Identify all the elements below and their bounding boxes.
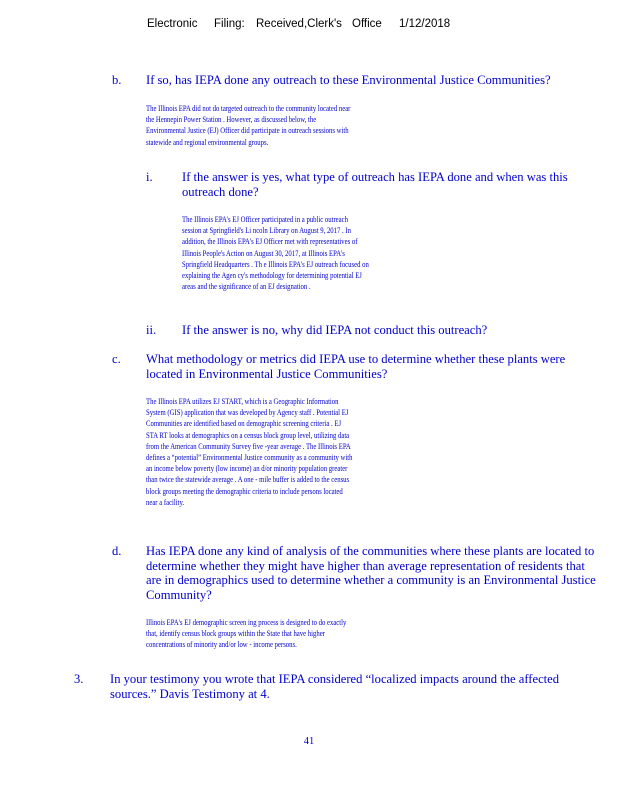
header-office: Office xyxy=(352,18,382,30)
item-b-answer: The Illinois EPA did not do targeted outreach to the community located near the Hennepin Power Station . However, as discussed below, the Environmental Justice (EJ) Officer did participate in outreach sessions with statewide and regional environmental groups. xyxy=(146,103,351,147)
header-filing: Filing: xyxy=(214,18,245,30)
item-3-question: In your testimony you wrote that IEPA considered “localized impacts around the affected sources.” Davis Testimony at 4. xyxy=(110,672,560,701)
item-ii-marker: ii. xyxy=(146,323,157,337)
header-electronic: Electronic xyxy=(147,18,198,30)
item-d-marker: d. xyxy=(112,544,122,558)
item-i-question: If the answer is yes, what type of outreach has IEPA done and when was this outreach done? xyxy=(182,170,568,199)
page-number: 41 xyxy=(303,736,315,747)
item-b-question: If so, has IEPA done any outreach to these Environmental Justice Communities? xyxy=(146,73,551,87)
item-i-answer: The Illinois EPA's EJ Officer participated in a public outreach session at Springfield's Li ncoln Library on August 9, 2017 . In addition, the Illinois EPA's EJ Officer met with representatives of Illinois People's Action on August 30, 2017, at Illinois EPA's Springfield Headquarters . Th e Illinois EPA's EJ outreach focused on explaining the Agen cy's methodology for determining potential EJ areas and the significance of an EJ designation . xyxy=(182,214,369,292)
filing-header xyxy=(0,18,618,38)
header-date: 1/12/2018 xyxy=(399,18,451,30)
header-received: Received,Clerk's xyxy=(256,18,342,30)
item-ii-question: If the answer is no, why did IEPA not conduct this outreach? xyxy=(182,323,488,337)
item-c-answer: The Illinois EPA utilizes EJ START, which is a Geographic Information System (GIS) application that was developed by Agency staff . Potential EJ Communities are identified based on demographic screening criteria . EJ STA RT looks at demographics on a census block group level, utilizing data from the American Community Survey five -year average . The Illinois EPA defines a “potential” Environmental Justice community as a community with an income below poverty (low income) an d/or minority population greater than twice the statewide average . A one - mile buffer is added to the census block groups meeting the demographic criteria to include persons located near a facility. xyxy=(146,396,353,507)
item-b-marker: b. xyxy=(112,73,122,87)
item-c-marker: c. xyxy=(112,352,121,366)
item-d-question: Has IEPA done any kind of analysis of the communities where these plants are located to determine whether they might have higher than average representation of residents that are in demographics used to determine whether a community is an Environmental Justice Community? xyxy=(146,544,596,602)
item-3-marker: 3. xyxy=(74,672,84,686)
item-c-question: What methodology or metrics did IEPA use to determine whether these plants were located in Environmental Justice Communities? xyxy=(146,352,566,381)
item-i-marker: i. xyxy=(146,170,153,184)
item-d-answer: Illinois EPA's EJ demographic screen ing process is designed to do exactly that, identify census block groups within the State that have higher concentrations of minority and/or low - income persons. xyxy=(146,617,347,650)
